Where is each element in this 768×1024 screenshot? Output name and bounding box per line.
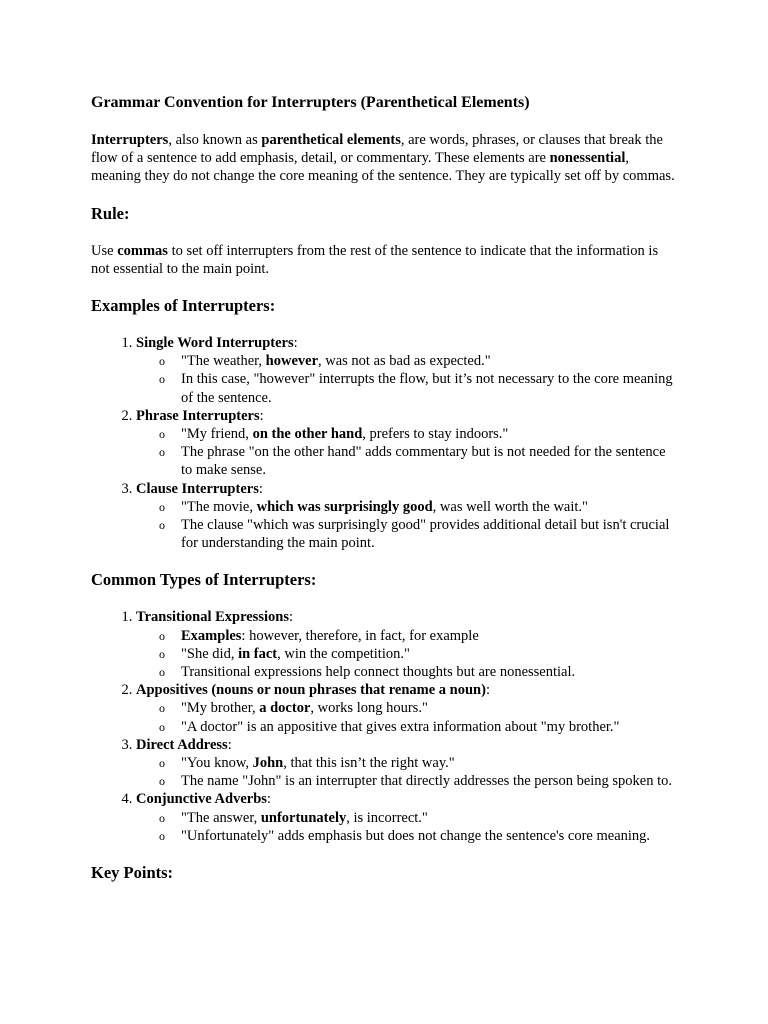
list-item-label: Direct Address (136, 736, 228, 753)
sub-text: The name "John" is an interrupter that directly addresses the person being spoken to. (181, 773, 673, 790)
sub-emphasis: in fact (238, 645, 278, 662)
list-item-colon: : (288, 609, 293, 626)
sub-list-item (159, 370, 678, 406)
common-types-list (91, 608, 678, 845)
bullet-icon: o (159, 427, 165, 442)
intro-term-nonessential: nonessential (549, 150, 626, 167)
list-item-label: Conjunctive Adverbs (136, 791, 267, 808)
bullet-icon: o (159, 719, 165, 734)
sub-text: , was well worth the wait." (432, 498, 588, 515)
list-item-colon: : (266, 791, 271, 808)
sub-text: In this case, "however" interrupts the flow, but it’s not necessary to the core meaning of the sentence. (181, 371, 673, 406)
sub-emphasis: unfortunately (260, 809, 347, 826)
bullet-icon: o (159, 810, 165, 825)
list-item-colon: : (485, 682, 490, 699)
intro-text: , meaning they do not change the core meaning of the sentence. They are typically set off by commas. (91, 150, 675, 185)
rule-paragraph (91, 242, 678, 278)
list-item (136, 790, 678, 845)
sub-text: , prefers to stay indoors." (362, 426, 509, 443)
bullet-icon: o (159, 372, 165, 387)
sub-text: , was not as bad as expected." (318, 353, 491, 370)
sub-text: , that this isn’t the right way." (283, 755, 455, 772)
sub-text: , win the competition." (277, 645, 410, 662)
sub-list-item (159, 754, 678, 772)
list-item-label: Phrase Interrupters (136, 407, 260, 424)
sub-text: The phrase "on the other hand" adds commentary but is not needed for the sentence to make sense. (181, 444, 666, 479)
list-item (136, 334, 678, 407)
sub-text: "You know, (181, 755, 253, 772)
common-types-heading: Common Types of Interrupters: (91, 570, 317, 590)
bullet-icon: o (159, 646, 165, 661)
list-item-label: Single Word Interrupters (136, 335, 294, 352)
sub-list (136, 425, 678, 480)
sub-text: , is incorrect." (346, 809, 428, 826)
rule-text: to set off interrupters from the rest of the sentence to indicate that the information is not essential to the main point. (91, 242, 659, 277)
sub-list (136, 627, 678, 682)
sub-text: "The answer, (181, 809, 261, 826)
bullet-icon: o (159, 445, 165, 460)
sub-text: "My friend, (181, 426, 253, 443)
sub-list (136, 754, 678, 790)
sub-text: "The movie, (181, 498, 257, 515)
examples-heading: Examples of Interrupters: (91, 296, 276, 316)
sub-list (136, 809, 678, 845)
sub-emphasis: however (265, 353, 318, 370)
sub-text: "The weather, (181, 353, 266, 370)
sub-list-item (159, 352, 678, 370)
sub-text: Transitional expressions help connect thoughts but are nonessential. (181, 664, 576, 681)
sub-list-item (159, 699, 678, 717)
list-item-colon: : (259, 407, 264, 424)
bullet-icon: o (159, 756, 165, 771)
sub-list-item (159, 425, 678, 443)
sub-emphasis: on the other hand (252, 426, 363, 443)
list-item-colon: : (293, 335, 298, 352)
sub-text: "A doctor" is an appositive that gives extra information about "my brother." (181, 718, 620, 735)
rule-term-commas: commas (117, 242, 168, 259)
list-item-colon: : (258, 480, 263, 497)
intro-term-parenthetical: parenthetical elements (261, 132, 401, 148)
bullet-icon: o (159, 354, 165, 369)
sub-text: , works long hours." (310, 700, 428, 717)
sub-list (136, 498, 678, 553)
sub-text: "Unfortunately" adds emphasis but does not change the sentence's core meaning. (181, 827, 651, 844)
sub-text: : however, therefore, in fact, for example (241, 627, 479, 644)
sub-list-item (159, 663, 678, 681)
sub-list-item (159, 718, 678, 736)
bullet-icon: o (159, 499, 165, 514)
sub-list-item (159, 645, 678, 663)
rule-text: Use (91, 242, 118, 259)
sub-text: The clause "which was surprisingly good" provides additional detail but isn't crucial for understanding the main point. (181, 517, 670, 552)
sub-list-item (159, 627, 678, 645)
list-item (136, 407, 678, 480)
sub-text: "She did, (181, 645, 239, 662)
intro-text: , are words, phrases, or clauses that break the flow of a sentence to add emphasis, detail, or commentary. These elements are (91, 132, 663, 167)
sub-list-item (159, 516, 678, 552)
intro-paragraph (91, 131, 678, 186)
list-item (136, 608, 678, 681)
sub-list-item (159, 809, 678, 827)
sub-list (136, 699, 678, 735)
sub-emphasis: Examples (181, 627, 242, 644)
bullet-icon: o (159, 828, 165, 843)
list-item (136, 681, 678, 736)
sub-list-item (159, 772, 678, 790)
list-item-label: Clause Interrupters (136, 480, 259, 497)
sub-emphasis: which was surprisingly good (256, 498, 433, 515)
bullet-icon: o (159, 518, 165, 533)
sub-emphasis: a doctor (259, 700, 311, 717)
sub-list (136, 352, 678, 407)
list-item-label: Appositives (nouns or noun phrases that rename a noun) (136, 682, 486, 699)
bullet-icon: o (159, 701, 165, 716)
list-item (136, 736, 678, 791)
sub-list-item (159, 498, 678, 516)
bullet-icon: o (159, 665, 165, 680)
list-item-colon: : (227, 736, 232, 753)
key-points-heading: Key Points: (91, 863, 174, 883)
bullet-icon: o (159, 628, 165, 643)
sub-emphasis: John (252, 755, 284, 772)
list-item (136, 480, 678, 553)
intro-text: , also known as (168, 132, 262, 148)
intro-term-interrupters: Interrupters (91, 132, 169, 148)
sub-text: "My brother, (181, 700, 260, 717)
rule-heading: Rule: (91, 203, 130, 223)
document-title: Grammar Convention for Interrupters (Parenthetical Elements) (91, 94, 530, 111)
bullet-icon: o (159, 774, 165, 789)
sub-list-item (159, 443, 678, 479)
list-item-label: Transitional Expressions (136, 609, 289, 626)
examples-list (91, 334, 678, 552)
sub-list-item (159, 827, 678, 845)
